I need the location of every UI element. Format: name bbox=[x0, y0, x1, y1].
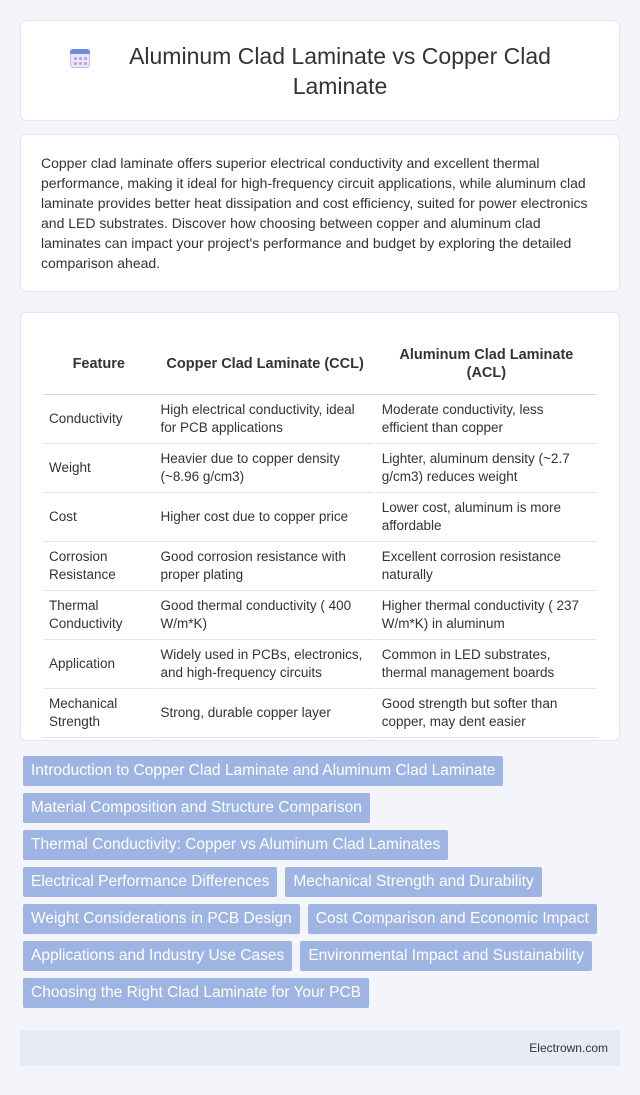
title-wrap bbox=[65, 41, 575, 101]
cell-ccl: High electrical conductivity, ideal for PCB applications bbox=[155, 395, 376, 444]
calendar-icon bbox=[65, 43, 95, 73]
cell-feature: Mechanical Strength bbox=[43, 689, 155, 738]
footer-site-link[interactable]: Electrown.com bbox=[529, 1041, 608, 1055]
cell-acl: Moderate conductivity, less efficient than copper bbox=[376, 395, 597, 444]
cell-acl: Lighter, aluminum density (~2.7 g/cm3) reduces weight bbox=[376, 444, 597, 493]
topic-tag[interactable]: Material Composition and Structure Comparison bbox=[23, 793, 370, 823]
cell-ccl: Good corrosion resistance with proper plating bbox=[155, 542, 376, 591]
table-row bbox=[43, 444, 597, 493]
header-acl: Aluminum Clad Laminate (ACL) bbox=[376, 333, 597, 395]
topic-row bbox=[20, 978, 620, 1008]
table-row bbox=[43, 591, 597, 640]
cell-acl: Higher thermal conductivity ( 237 W/m*K) in aluminum bbox=[376, 591, 597, 640]
comparison-table bbox=[43, 333, 597, 738]
cell-acl: Common in LED substrates, thermal management boards bbox=[376, 640, 597, 689]
topic-tag[interactable]: Introduction to Copper Clad Laminate and Aluminum Clad Laminate bbox=[23, 756, 503, 786]
table-row bbox=[43, 493, 597, 542]
comparison-table-card bbox=[20, 312, 620, 741]
cell-feature: Conductivity bbox=[43, 395, 155, 444]
cell-feature: Weight bbox=[43, 444, 155, 493]
cell-ccl: Strong, durable copper layer bbox=[155, 689, 376, 738]
header-feature: Feature bbox=[43, 333, 155, 395]
cell-feature: Thermal Conductivity bbox=[43, 591, 155, 640]
topic-tag[interactable]: Cost Comparison and Economic Impact bbox=[308, 904, 597, 934]
table-row bbox=[43, 542, 597, 591]
intro-text: Copper clad laminate offers superior electrical conductivity and excellent thermal performance, making it ideal for high-frequency circuit applications, while aluminum clad laminate provides better heat dissipation and cost efficiency, suited for power electronics and LED substrates. Discover how choosing between copper and aluminum clad laminates can impact your project's performance and budget by exploring the detailed comparison ahead. bbox=[41, 155, 588, 271]
cell-feature: Corrosion Resistance bbox=[43, 542, 155, 591]
topic-tags bbox=[20, 756, 620, 1015]
table-header-row bbox=[43, 333, 597, 395]
topic-row bbox=[20, 941, 620, 971]
cell-feature: Application bbox=[43, 640, 155, 689]
topic-tag[interactable]: Weight Considerations in PCB Design bbox=[23, 904, 300, 934]
header-ccl: Copper Clad Laminate (CCL) bbox=[155, 333, 376, 395]
table-row bbox=[43, 689, 597, 738]
cell-ccl: Heavier due to copper density (~8.96 g/cm3) bbox=[155, 444, 376, 493]
intro-card bbox=[20, 134, 620, 292]
topic-row bbox=[20, 756, 620, 786]
cell-acl: Lower cost, aluminum is more affordable bbox=[376, 493, 597, 542]
topic-row bbox=[20, 830, 620, 860]
footer bbox=[20, 1030, 620, 1066]
topic-tag[interactable]: Thermal Conductivity: Copper vs Aluminum Clad Laminates bbox=[23, 830, 448, 860]
topic-tag[interactable]: Environmental Impact and Sustainability bbox=[300, 941, 592, 971]
title-card bbox=[20, 20, 620, 121]
topic-tag[interactable]: Choosing the Right Clad Laminate for Your PCB bbox=[23, 978, 369, 1008]
cell-ccl: Good thermal conductivity ( 400 W/m*K) bbox=[155, 591, 376, 640]
table-row bbox=[43, 640, 597, 689]
cell-feature: Cost bbox=[43, 493, 155, 542]
topic-tag[interactable]: Mechanical Strength and Durability bbox=[285, 867, 541, 897]
cell-acl: Good strength but softer than copper, may dent easier bbox=[376, 689, 597, 738]
topic-tag[interactable]: Applications and Industry Use Cases bbox=[23, 941, 292, 971]
cell-acl: Excellent corrosion resistance naturally bbox=[376, 542, 597, 591]
cell-ccl: Higher cost due to copper price bbox=[155, 493, 376, 542]
topic-row bbox=[20, 867, 620, 897]
cell-ccl: Widely used in PCBs, electronics, and high-frequency circuits bbox=[155, 640, 376, 689]
table-row bbox=[43, 395, 597, 444]
page-title: Aluminum Clad Laminate vs Copper Clad Laminate bbox=[129, 42, 551, 99]
topic-row bbox=[20, 793, 620, 823]
topic-row bbox=[20, 904, 620, 934]
topic-tag[interactable]: Electrical Performance Differences bbox=[23, 867, 277, 897]
